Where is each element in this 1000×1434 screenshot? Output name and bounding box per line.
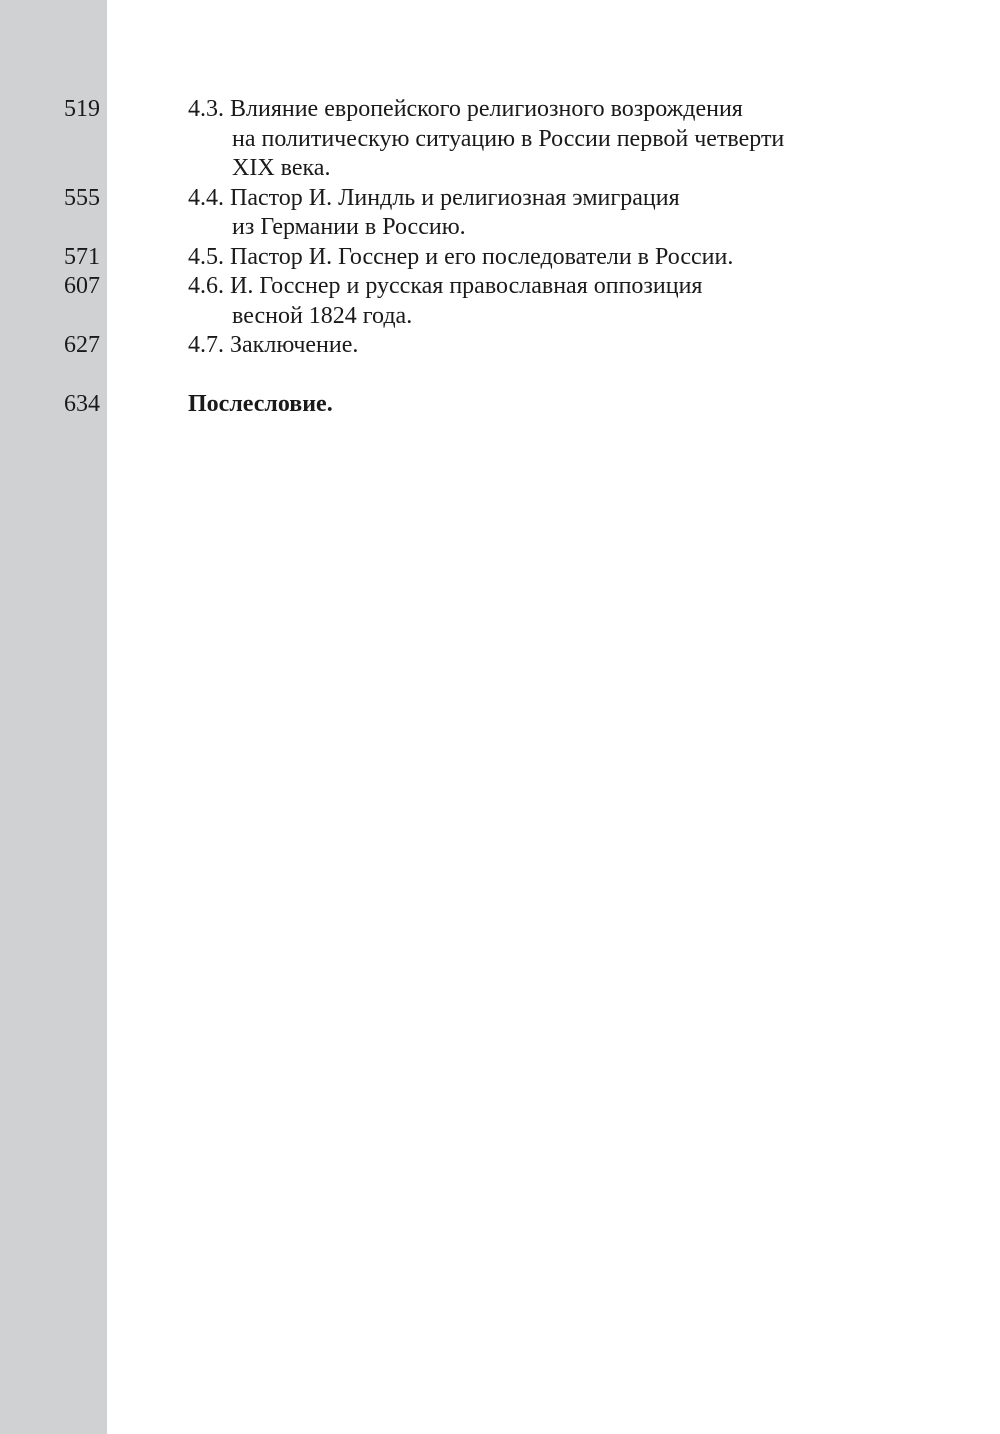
toc-entry-title bbox=[188, 95, 868, 184]
toc-entry-title bbox=[188, 272, 868, 331]
toc-entry-line: 4.3. Влияние европейского религиозного возрождения bbox=[188, 96, 743, 122]
toc-entry-line: 4.4. Пастор И. Линдль и религиозная эмиграция bbox=[188, 184, 680, 211]
toc-entry bbox=[0, 272, 1000, 331]
toc-entry-line: на политическую ситуацию в России первой четверти bbox=[232, 125, 785, 152]
toc-entry bbox=[0, 184, 1000, 243]
page-number: 571 bbox=[64, 243, 100, 270]
toc-entry-line: весной 1824 года. bbox=[232, 302, 413, 329]
toc-entry-line: XIX века. bbox=[232, 155, 331, 181]
toc-entry-title bbox=[188, 243, 868, 273]
page-number: 634 bbox=[64, 390, 100, 417]
toc-entry-line: из Германии в Россию. bbox=[232, 214, 466, 240]
toc-entry-title bbox=[188, 390, 868, 420]
toc-entry-title bbox=[188, 184, 868, 243]
toc-entry bbox=[0, 331, 1000, 361]
page-number: 555 bbox=[64, 184, 100, 211]
table-of-contents bbox=[0, 95, 1000, 419]
toc-entry-afterword bbox=[0, 390, 1000, 420]
afterword-title: Послесловие. bbox=[188, 390, 333, 417]
toc-entry-title bbox=[188, 331, 868, 361]
toc-entry-line: 4.7. Заключение. bbox=[188, 332, 359, 358]
toc-entry-line: 4.5. Пастор И. Госснер и его последователи в России. bbox=[188, 243, 734, 270]
toc-entry bbox=[0, 95, 1000, 184]
page-number: 627 bbox=[64, 332, 100, 358]
page-number: 519 bbox=[64, 96, 100, 122]
toc-entry bbox=[0, 243, 1000, 273]
page-number: 607 bbox=[64, 273, 100, 299]
toc-entry-line: 4.6. И. Госснер и русская православная оппозиция bbox=[188, 273, 703, 299]
